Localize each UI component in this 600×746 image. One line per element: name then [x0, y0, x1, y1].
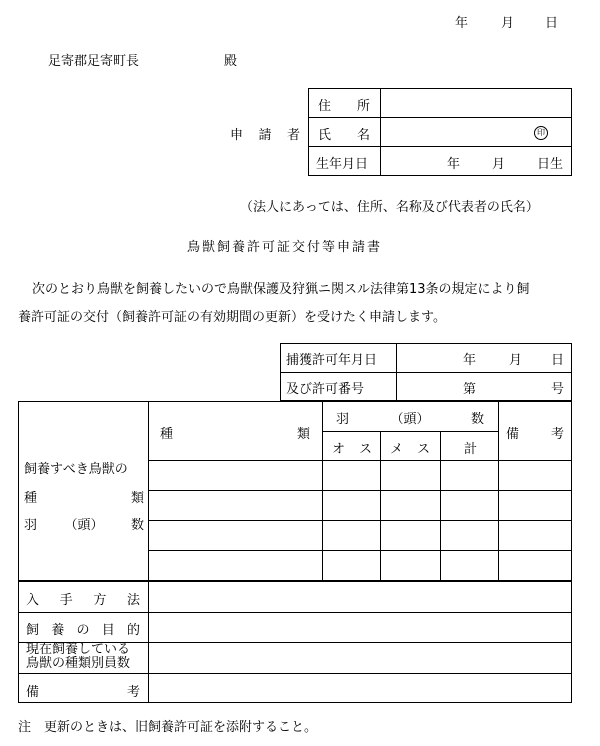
- species-row-3-female[interactable]: [381, 521, 440, 550]
- current-stock-label-2: 鳥獣の種類別員数: [26, 656, 131, 671]
- species-row-2-kind[interactable]: [149, 491, 322, 520]
- applicant-label-2: 請: [258, 128, 272, 143]
- species-row-2-male[interactable]: [323, 491, 380, 520]
- applicant-label-3: 者: [286, 128, 300, 143]
- applicant-label: [230, 124, 300, 143]
- species-row-4-kind[interactable]: [149, 551, 322, 580]
- col-header-remarks: 備 考: [506, 427, 564, 442]
- col-header-count: 羽 （頭） 数: [336, 412, 484, 427]
- birth-day-label: 日生: [537, 157, 564, 172]
- species-section-label-3: 羽 （頭） 数: [24, 518, 144, 533]
- acquisition-method-field[interactable]: [149, 582, 571, 612]
- applicant-row-name-label: 氏 名: [318, 128, 370, 143]
- body-text-line-2: 養許可証の交付（飼養許可証の有効期間の更新）を受けたく申請します。: [18, 310, 446, 325]
- species-row-1-kind[interactable]: [149, 461, 322, 490]
- corporate-note: （法人にあっては、住所、名称及び代表者の氏名）: [240, 200, 539, 215]
- current-stock-label-1: 現在飼養している: [26, 642, 131, 657]
- applicant-row-birth-label: 生年月日: [316, 157, 369, 172]
- species-row-1-male[interactable]: [323, 461, 380, 490]
- species-row-2-total[interactable]: [441, 491, 498, 520]
- document-title: 鳥獣飼養許可証交付等申請書: [187, 240, 383, 255]
- addressee-honorific: 殿: [224, 54, 238, 69]
- permit-year-label: 年: [463, 353, 477, 368]
- body-text-line-1: 次のとおり鳥獣を飼養したいので鳥獣保護及狩猟ニ関スル法律第13条の規定により飼: [32, 282, 530, 297]
- purpose-field[interactable]: [149, 613, 571, 642]
- species-row-1-female[interactable]: [381, 461, 440, 490]
- species-row-4-male[interactable]: [323, 551, 380, 580]
- acquisition-method-label: 入 手 方 法: [26, 593, 140, 608]
- current-stock-field[interactable]: [149, 643, 571, 673]
- applicant-row-address-label: 住 所: [318, 99, 370, 114]
- species-row-3-male[interactable]: [323, 521, 380, 550]
- date-year-label: 年: [455, 16, 469, 31]
- remarks-label: 備 考: [26, 685, 140, 700]
- species-row-4-remarks[interactable]: [499, 551, 571, 580]
- species-row-4-total[interactable]: [441, 551, 498, 580]
- species-row-3-total[interactable]: [441, 521, 498, 550]
- purpose-label: 飼 養 の 目 的: [26, 623, 140, 638]
- permit-number-prefix: 第: [463, 382, 477, 397]
- species-row-3-remarks[interactable]: [499, 521, 571, 550]
- species-row-2-remarks[interactable]: [499, 491, 571, 520]
- species-row-3-kind[interactable]: [149, 521, 322, 550]
- birth-year-label: 年: [447, 157, 461, 172]
- col-header-female: メ ス: [390, 442, 430, 457]
- permit-month-label: 月: [509, 353, 523, 368]
- species-row-4-female[interactable]: [381, 551, 440, 580]
- remarks-field[interactable]: [149, 674, 571, 702]
- species-section-label-1: 飼養すべき鳥獣の: [24, 462, 128, 477]
- permit-date-label: 捕獲許可年月日: [286, 353, 378, 368]
- footnote: 注 更新のときは、旧飼養許可証を添附すること。: [18, 720, 318, 735]
- applicant-label-1: 申: [230, 128, 244, 143]
- addressee-office: 足寄郡足寄町長: [48, 54, 140, 69]
- date-day-label: 日: [545, 16, 559, 31]
- species-row-2-female[interactable]: [381, 491, 440, 520]
- species-row-1-total[interactable]: [441, 461, 498, 490]
- permit-number-label: 及び許可番号: [286, 382, 365, 397]
- permit-number-suffix: 号: [551, 382, 565, 397]
- date-month-label: 月: [501, 16, 515, 31]
- col-header-kind: 種 類: [160, 427, 310, 442]
- birth-month-label: 月: [492, 157, 506, 172]
- species-section-label-2: 種 類: [24, 491, 144, 506]
- seal-mark-icon: 印: [534, 126, 548, 140]
- col-header-male: オ ス: [332, 442, 372, 457]
- col-header-total: 計: [464, 442, 478, 457]
- permit-day-label: 日: [551, 353, 565, 368]
- species-row-1-remarks[interactable]: [499, 461, 571, 490]
